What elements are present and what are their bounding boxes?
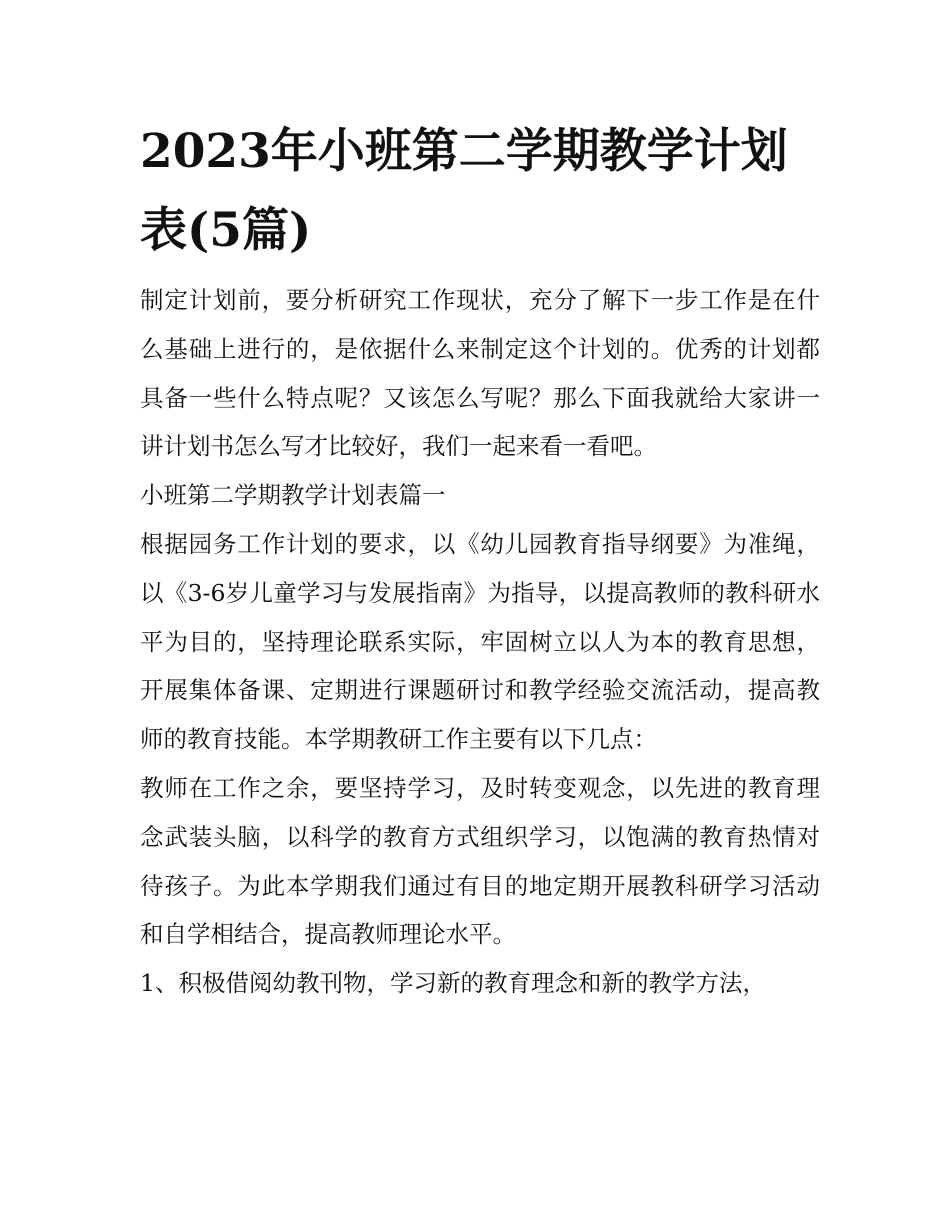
section-heading: 小班第二学期教学计划表篇一 (140, 481, 446, 510)
document-title: 2023年小班第二学期教学计划表(5篇) (140, 124, 788, 258)
list-item: 1、积极借阅幼教刊物，学习新的教育理念和新的教学方法， (140, 969, 766, 998)
document-body (140, 276, 820, 1008)
body-paragraph: 根据园务工作计划的要求，以《幼儿园教育指导纲要》为准绳，以《3-6岁儿童学习与发展指南》为指导，以提高教师的教科研水平为目的，坚持理论联系实际，牢固树立以人为本的教育思想，开展集体备课、定期进行课题研讨和教学经验交流活动，提高教师的教育技能。本学期教研工作主要有以下几点： (140, 529, 820, 754)
body-paragraph: 教师在工作之余，要坚持学习，及时转变观念，以先进的教育理念武装头脑，以科学的教育方式组织学习，以饱满的教育热情对待孩子。为此本学期我们通过有目的地定期开展教科研学习活动和自学相结合，提高教师理论水平。 (140, 773, 820, 949)
intro-paragraph: 制定计划前，要分析研究工作现状，充分了解下一步工作是在什么基础上进行的，是依据什么来制定这个计划的。优秀的计划都具备一些什么特点呢？又该怎么写呢？那么下面我就给大家讲一讲计划书怎么写才比较好，我们一起来看一看吧。 (140, 286, 820, 461)
